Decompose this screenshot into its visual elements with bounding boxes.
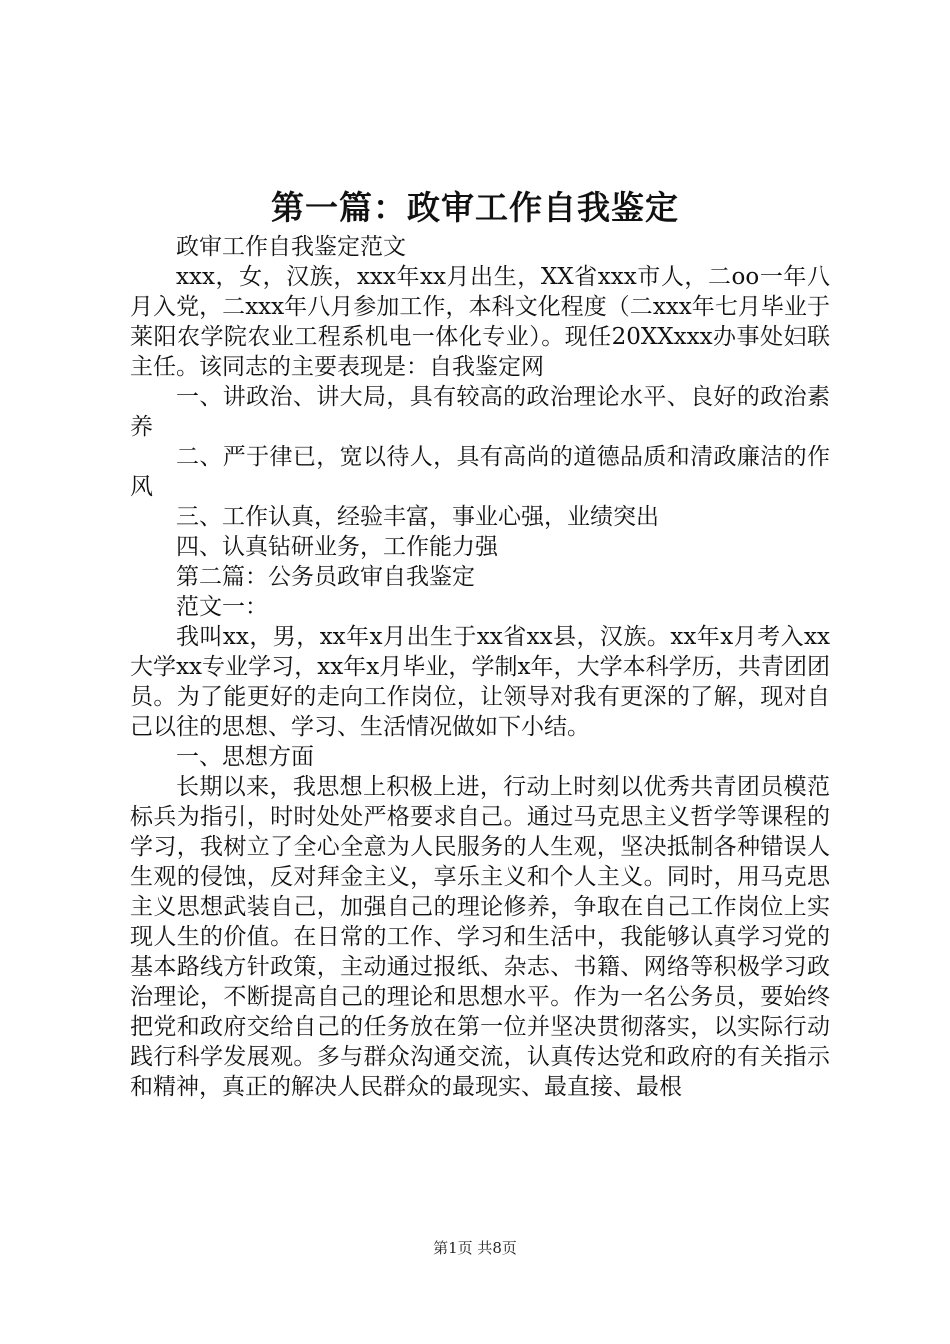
page-footer: 第1页 共8页	[433, 1239, 517, 1257]
document-title: 第一篇：政审工作自我鉴定	[271, 188, 679, 227]
subheading-thought: 一、思想方面	[176, 744, 314, 770]
paragraph-point-2: 二、严于律已，宽以待人，具有高尚的道德品质和清政廉洁的作风	[130, 444, 830, 500]
paragraph-sample-heading: 政审工作自我鉴定范文	[176, 234, 406, 260]
paragraph-introduction: 我叫xx，男，xx年x月出生于xx省xx县，汉族。xx年x月考入xx大学xx专业学习，xx年x月毕业，学制x年，大学本科学历，共青团团员。为了能更好的走向工作岗位，让领导对我有更深的了解，现对自己以往的思想、学习、生活情况做如下小结。	[130, 624, 830, 740]
paragraph-point-1: 一、讲政治、讲大局，具有较高的政治理论水平、良好的政治素养	[130, 384, 830, 440]
paragraph-sample-one: 范文一：	[176, 594, 268, 620]
paragraph-personal-info: xxx，女，汉族，xxx年xx月出生，XX省xxx市人，二oo一年八月入党，二xxx年八月参加工作，本科文化程度（二xxx年七月毕业于莱阳农学院农业工程系机电一体化专业）。现任20XXxxx办事处妇联主任。该同志的主要表现是：自我鉴定网	[130, 264, 830, 380]
paragraph-point-3: 三、工作认真，经验丰富，事业心强，业绩突出	[176, 504, 659, 530]
paragraph-point-4: 四、认真钻研业务，工作能力强	[176, 534, 498, 560]
section-heading-2: 第二篇：公务员政审自我鉴定	[176, 564, 475, 590]
paragraph-thought: 长期以来，我思想上积极上进，行动上时刻以优秀共青团员模范标兵为指引，时时处处严格要求自己。通过马克思主义哲学等课程的学习，我树立了全心全意为人民服务的人生观，坚决抵制各种错误人生观的侵蚀，反对拜金主义，享乐主义和个人主义。同时，用马克思主义思想武装自己，加强自己的理论修养，争取在自己工作岗位上实现人生的价值。在日常的工作、学习和生活中，我能够认真学习党的基本路线方针政策，主动通过报纸、杂志、书籍、网络等积极学习政治理论，不断提高自己的理论和思想水平。作为一名公务员，要始终把党和政府交给自己的任务放在第一位并坚决贯彻落实，以实际行动践行科学发展观。多与群众沟通交流，认真传达党和政府的有关指示和精神，真正的解决人民群众的最现实、最直接、最根	[130, 774, 830, 1100]
document-body	[130, 232, 830, 1102]
